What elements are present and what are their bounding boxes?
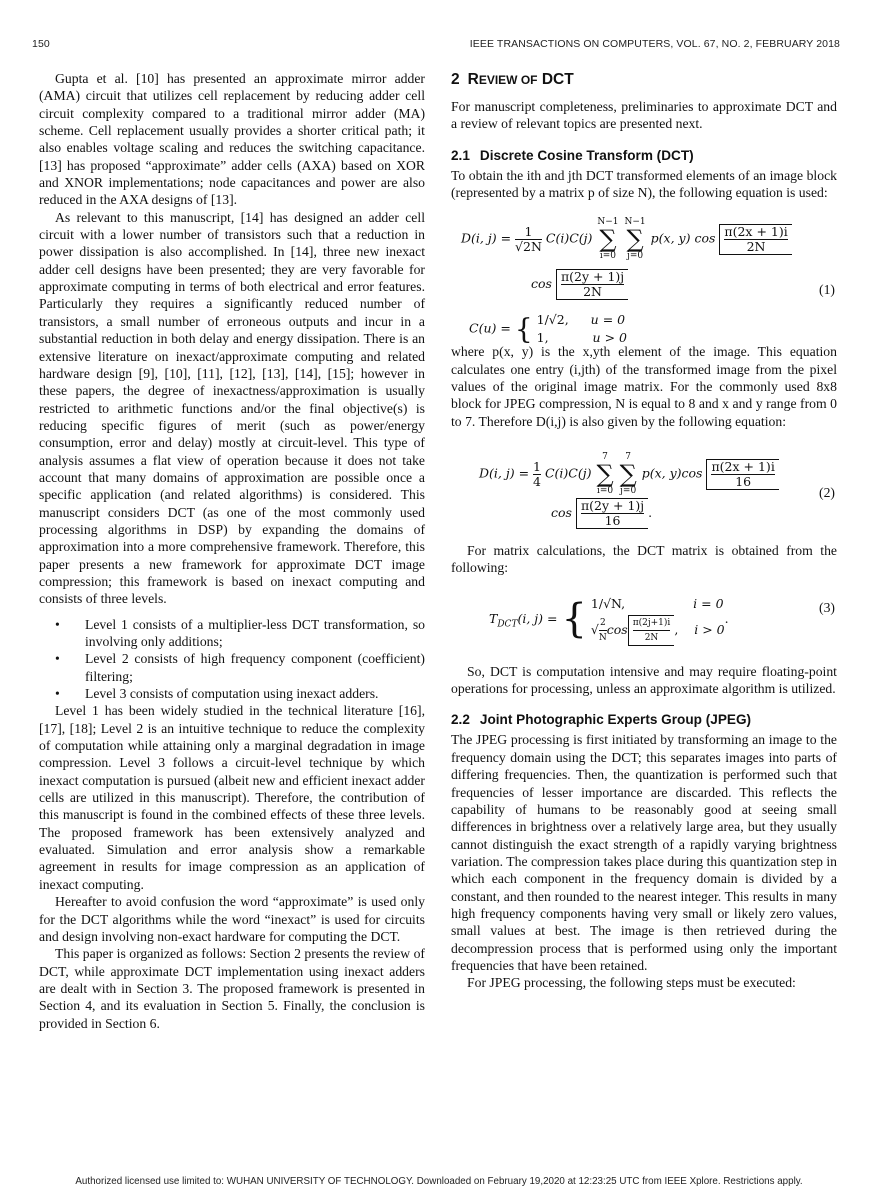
equation-number: (2) [819,485,835,501]
equation-number: (3) [819,599,835,615]
levels-list [39,616,425,703]
right-column [451,70,837,992]
list-item: • Level 3 consists of computation using inexact adders. [55,686,379,702]
equation-2: D(i, j) = $\frac{1}{4}$ C(i)C(j) 7 ∑ i=0 7 ∑ j=0 p(x, y)cos $\frac{\pi(2x + 1)i}{16}$ (2) cos $\frac{\pi(2y + 1)j}{16}$ . [479,452,835,529]
paragraph-dct-matrix: For matrix calculations, the DCT matrix is obtained from the following: [451,543,837,576]
paragraph-dct-explanation: where p(x, y) is the x,yth element of the image. This equation calculates one entry (i,jth) of the transformed image from the pixel values of the original image matrix. For the commonly used 8x8 block for JPEG compression, N is equal to 8 and x and y range from 0 to 7. Therefore D(i,j) is also given by the following equation: [451,344,837,429]
equation-3: $T_{DCT}(i$, j) = { 1/√N, i = 0 √ $\frac{2}{N}$ cos $\frac{\pi(2j+1)i}{2N}$ , i > 0. (3) [451,577,837,663]
paragraph-levels-summary: Level 1 has been widely studied in the technical literature [16], [17], [18]; Level 2 is an intuitive technique to reduce the complexity of computation while attaining only a marginal degradation in image compression. Level 3 follows a circuit-level technique by which inexact computation is pursued (albeit new and efficient inexact adder cells are utilized in this manuscript). Therefore, the contribution of this manuscript is found in the combined effects of these three levels. The proposed framework has been extensively analyzed and evaluated. Simulation and error analysis show a remarkable agreement in results for image compression as an application of inexact computing. [39,703,425,892]
paragraph-related-work-ama: Gupta et al. [10] has presented an approximate mirror adder (AMA) circuit that utilizes cell replacement by reducing adder cell circuit complexity compared to a traditional mirror adder (MA) scheme. Cell replacement usually provides a shorter critical path; it also enables voltage scaling and reduces the switching capacitance. [13] has proposed “approximate” adder cells (AXA) based on XOR and XNOR implementations; node capacitances and power are also reduced in the AXA designs of [13]. [39,71,425,208]
list-item: • Level 1 consists of a multiplier-less DCT transformation, so involving only additions; [55,616,425,649]
bullet-icon: • [55,651,60,667]
paragraph-organization: This paper is organized as follows: Section 2 presents the review of DCT, while approximate DCT implementation using inexact adders are dealt with in Section 3. The proposed framework is presented in Section 4, and its evaluation in Section 5. Finally, the conclusion is provided in Section 6. [39,946,425,1031]
paragraph-dct-complexity: So, DCT is computation intensive and may require floating-point operations for processing, unless an approximate algorithm is utilized. [451,663,837,697]
bullet-icon: • [55,686,60,702]
paragraph-jpeg-steps: For JPEG processing, the following steps must be executed: [467,975,796,991]
left-column [39,70,425,1032]
paragraph-jpeg: The JPEG processing is first initiated by transforming an image to the frequency domain using the DCT; this separates images into parts of differing frequencies. Then, the quantization is performed such that frequencies of lesser importance are discarded. This reflects the capability of humans to be reasonably good at seeing small differences in brightness over a relatively large area, but they usually cannot distinguish the exact strength of a rapidly varying brightness variation. The compression takes place during this quantization step in which each component in the frequency domain is divided by a constant, and then rounded to the nearest integer. This results in many high frequency components having very small or likely zero values, small values at best. The image is then retrieved during the decompression process that is performed using only the important frequencies that have been retained. [451,732,837,973]
section-heading: 2 REVIEW OF DCT [451,71,574,88]
paragraph-related-work-framework: As relevant to this manuscript, [14] has designed an adder cell circuit with a lower number of transistors such that a reduction in power dissipation is also accomplished. In [14], three new inexact adder cell designs have been presented; they are very favorable for approximate computing in terms of both electrical and error features. Particularly they requires a significantly reduced number of transistors, a small number of erroneous outputs and incur in a substantial reduction in both delay and energy dissipation. There is an extensive literature on inexact/approximate computing and related hardware design [9], [10], [11], [12], [13], [14], [15]; however in these papers, the degree of inexactness/approximation is usually restricted to arithmetic functions and/or the final objective(s) is reducing specific figures of merit (such as power/energy consumption, error and delay) mostly at circuit-level. This type of analysis assumes a flat view of operation because it does not take account that many domains of approximation are possible once a specific application (and related algorithms) is considered. This manuscript considers DCT (as one of the most commonly used processing algorithms in DSP) by expanding the domains of approximation into a more comprehensive framework. Therefore, this paper presents a new framework for approximate DCT image compression; this framework is based on inexact computing and consists of three levels. [39,209,425,607]
paragraph-dct-intro: To obtain the ith and jth DCT transformed elements of an image block (represented by a matrix p of size N), the following equation is used: [451,167,837,201]
paragraph-terminology: Hereafter to avoid confusion the word “approximate” is used only for the DCT algorithms while the word “inexact” is used for circuits and design involving non-exact hardware for computing the DCT. [39,894,425,944]
page-number: 150 [32,38,50,50]
subsection-heading-jpeg: 2.2 Joint Photographic Experts Group (JPEG) [451,712,752,728]
section-intro: For manuscript completeness, preliminaries to approximate DCT and a review of relevant topics are presented next. [451,99,837,132]
bullet-icon: • [55,616,60,632]
license-footer: Authorized licensed use limited to: WUHAN UNIVERSITY OF TECHNOLOGY. Downloaded on February 19,2020 at 12:23:25 UTC from IEEE Xplore. Restrictions apply. [75,1176,803,1187]
subsection-heading-dct: 2.1 Discrete Cosine Transform (DCT) [451,147,694,163]
list-item: • Level 2 consists of high frequency component (coefficient) filtering; [55,651,425,684]
equation-1: D(i, j) = $\frac{1}{√2N}$ C(i)C(j) N−1 ∑ i=0 N−1 ∑ j=0 p(x, y) cos $\frac{\pi(2x + 1)i}{2N}$ cos $\frac{\pi(2y + 1)j}{2N}$ (1) C(u) = { 1/√2, u = 0 1, u > 0 [461,217,835,346]
equation-number: (1) [819,282,835,298]
running-header: IEEE TRANSACTIONS ON COMPUTERS, VOL. 67, NO. 2, FEBRUARY 2018 [469,38,840,50]
